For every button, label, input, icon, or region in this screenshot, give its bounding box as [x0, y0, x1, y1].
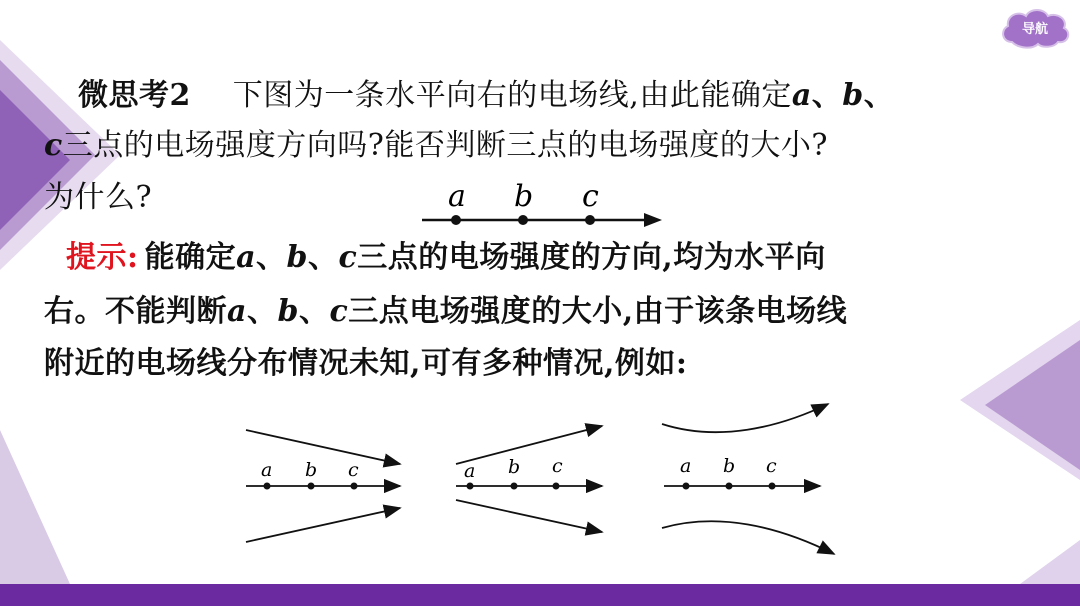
- example2-a-label: a: [464, 460, 476, 482]
- question-line-3: 为什么?: [44, 180, 153, 215]
- question-line-2: c三点的电场强度方向吗?能否判断三点的电场强度的大小?: [44, 128, 828, 163]
- example1-b-label: b: [305, 459, 318, 481]
- question-lead: 微思考2: [78, 78, 191, 113]
- example1-a-label: a: [261, 459, 273, 481]
- example3-a-label: a: [680, 455, 692, 477]
- point-b-label: b: [514, 179, 534, 214]
- nav-label: 导航: [1021, 22, 1048, 37]
- point-a-label: a: [448, 179, 466, 214]
- example-figure-diverging: [448, 420, 618, 570]
- hint-line-2: 右。不能判断a、b、c三点电场强度的大小,由于该条电场线: [44, 294, 848, 329]
- hint-line-1: 提示: 能确定a、b、c三点的电场强度的方向,均为水平向: [66, 240, 826, 275]
- example2-b-label: b: [508, 456, 521, 478]
- example-figure-converging: [238, 420, 418, 570]
- example3-c-label: c: [766, 455, 777, 477]
- point-c-label: c: [582, 179, 599, 214]
- example1-c-label: c: [348, 459, 359, 481]
- example3-b-label: b: [723, 455, 736, 477]
- main-field-line-figure: [418, 178, 668, 234]
- question-line-1: 微思考2 下图为一条水平向右的电场线,由此能确定a、b、: [78, 78, 895, 113]
- nav-button[interactable]: [998, 4, 1072, 52]
- hint-line-3: 附近的电场线分布情况未知,可有多种情况,例如:: [44, 346, 688, 381]
- bottom-bar: [0, 584, 1080, 606]
- example-figure-curved: [658, 398, 838, 563]
- example2-c-label: c: [552, 455, 563, 477]
- hint-label: 提示:: [66, 240, 139, 275]
- question-text: 下图为一条水平向右的电场线,由此能确定: [232, 78, 792, 113]
